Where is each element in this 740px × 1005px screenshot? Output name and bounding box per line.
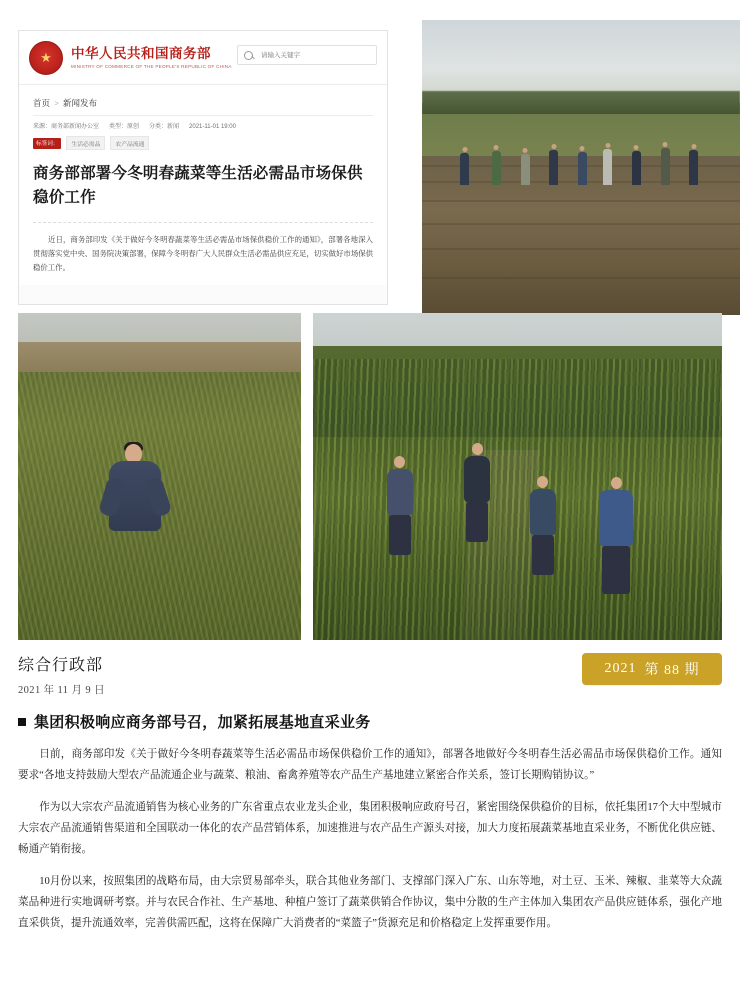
person-figure	[632, 151, 641, 185]
site-body	[19, 85, 387, 285]
divider	[33, 222, 373, 223]
person-head	[537, 476, 548, 488]
site-article-body: 近日，商务部印发《关于做好今冬明春蔬菜等生活必需品市场保供稳价工作的通知》，部署各地深入贯彻落实党中央、国务院决策部署，保障今冬明春广大人民群众生活必需品供应充足，切实做好市场保供稳价工作。	[33, 234, 373, 273]
tag-row	[33, 136, 373, 150]
photo-corn-field-inspection	[313, 313, 722, 640]
person-figure	[530, 476, 556, 575]
person-torso	[530, 489, 556, 535]
meta-category: 分类：新闻	[149, 124, 180, 130]
breadcrumb-home[interactable]: 首页	[33, 98, 51, 108]
meta-type: 类型：原创	[109, 124, 140, 130]
person-head	[394, 456, 405, 468]
tag-label: 标签词：	[33, 138, 61, 149]
person-figure	[549, 150, 558, 185]
article-paragraph: 作为以大宗农产品流通销售为核心业务的广东省重点农业龙头企业，集团积极响应政府号召，紧密围绕保供稳价的目标，依托集团17个大中型城市大宗农产品流通销售渠道和全国联动一体化的农产品营销体系，加速推进与农产品生产源头对接，加大力度拓展蔬菜基地直采业务，不断优化供应链、畅通产销衔接。	[18, 802, 722, 855]
person-legs	[389, 515, 411, 555]
website-screenshot-card	[18, 30, 388, 305]
photo2-person	[103, 444, 167, 564]
site-title-group	[71, 46, 232, 69]
person-legs	[466, 502, 488, 542]
department-block	[18, 652, 105, 697]
person-figure	[689, 150, 698, 185]
person-torso	[464, 456, 490, 502]
article-paragraph: 日前，商务部印发《关于做好今冬明春蔬菜等生活必需品市场保供稳价工作的通知》，部署各地做好今冬明春生活必需品市场保供稳价工作。通知要求“各地支持鼓励大型农产品流通企业与蔬菜、粮油、畜禽养殖等农产品生产基地建立紧密合作关系，签订长期购销协议。”	[18, 749, 722, 781]
meta-date: 2021-11-01 19:00	[189, 124, 236, 130]
issue-badge	[582, 653, 722, 685]
breadcrumb-separator-icon: >	[54, 98, 59, 108]
article-body	[18, 745, 722, 946]
article-paragraph: 10月份以来，按照集团的战略布局，由大宗贸易部牵头，联合其他业务部门、支撑部门深入广东、山东等地，对土豆、玉米、辣椒、韭菜等大众蔬菜品种进行实地调研考察。并与农民合作社、生产基地、种植户签订了蔬菜供销合作协议，集中分散的生产主体加入集团农产品供应链体系，强化产地直采供货，提升流通效率，完善供需匹配，这将在保障广大消费者的“菜篮子”货源充足和价格稳定上发挥重要作用。	[18, 876, 722, 929]
search-icon	[244, 51, 253, 60]
search-input[interactable]	[259, 51, 370, 60]
person-torso	[599, 490, 633, 546]
square-bullet-icon	[18, 718, 26, 726]
person-legs	[602, 546, 630, 594]
person-figure	[521, 154, 530, 185]
person-figure	[492, 151, 501, 185]
department-name: 综合行政部	[18, 657, 104, 674]
person-head	[472, 443, 483, 455]
photo1-people-group	[422, 109, 740, 186]
photo-crop-field-crouching-man	[18, 313, 301, 640]
person-head	[125, 444, 142, 463]
site-search-box[interactable]	[237, 45, 377, 65]
top-media-row	[18, 10, 722, 305]
person-figure	[661, 148, 670, 185]
person-figure	[460, 153, 469, 185]
breadcrumb	[33, 93, 373, 116]
photo3-corn-texture	[313, 359, 722, 640]
person-figure	[599, 477, 633, 594]
national-emblem-icon	[29, 41, 63, 75]
issue-year: 2021	[604, 661, 637, 676]
person-figure	[464, 443, 490, 542]
breadcrumb-current[interactable]: 新闻发布	[62, 98, 97, 108]
site-title-en: MINISTRY OF COMMERCE OF THE PEOPLE'S REPUBLIC OF CHINA	[71, 63, 232, 69]
article-headline	[18, 712, 722, 733]
meta-source: 来源：商务部新闻办公室	[33, 124, 100, 130]
tag-item[interactable]: 生活必需品	[66, 136, 105, 150]
photo-field-inspection-group	[422, 20, 740, 315]
person-legs	[532, 535, 554, 575]
person-figure	[387, 456, 413, 555]
site-article-title: 商务部部署今冬明春蔬菜等生活必需品市场保供稳价工作	[33, 165, 363, 206]
photo2-far-field	[18, 342, 301, 375]
person-figure	[578, 152, 587, 185]
person-head	[611, 477, 622, 489]
person-figure	[603, 149, 612, 185]
article-meta	[33, 123, 373, 131]
site-header	[19, 31, 387, 85]
issue-number: 第 88 期	[644, 663, 700, 678]
person-torso	[387, 469, 413, 515]
publication-date: 2021 年 11 月 9 日	[18, 685, 105, 696]
tag-item[interactable]: 农产品流通	[110, 136, 149, 150]
site-title-cn: 中华人民共和国商务部	[71, 46, 211, 62]
headline-text: 集团积极响应商务部号召，加紧拓展基地直采业务	[34, 714, 371, 731]
